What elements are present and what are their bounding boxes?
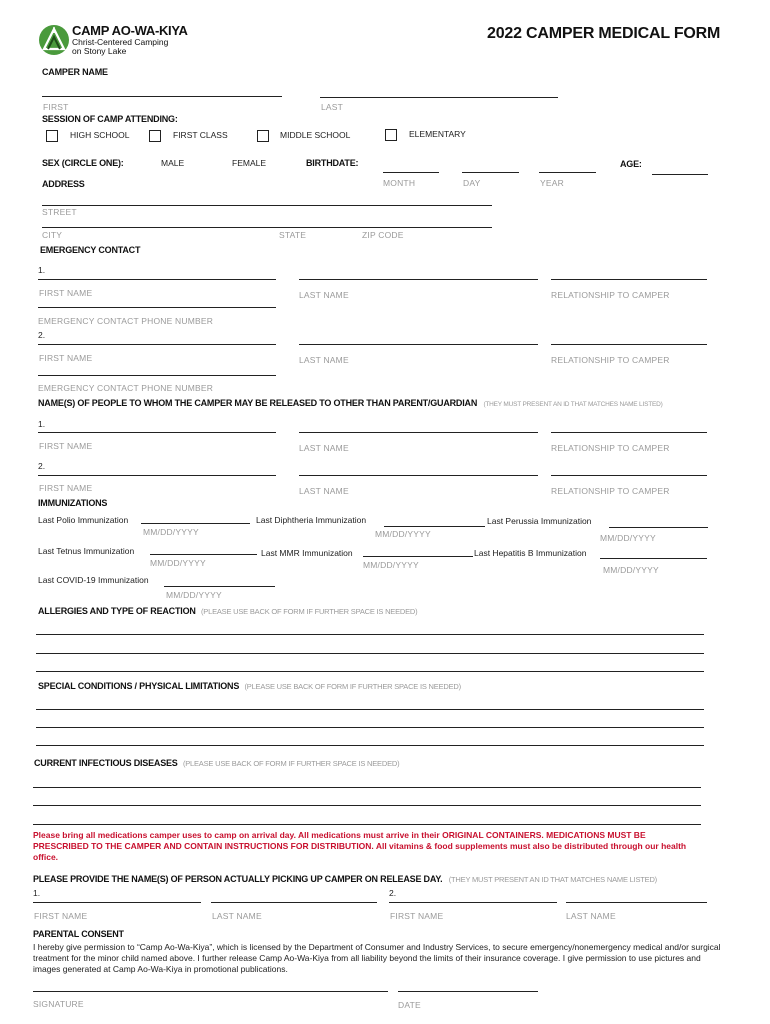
special-conditions-line-3[interactable] (36, 745, 704, 746)
perussia-date-placeholder: MM/DD/YYYY (600, 533, 656, 543)
hepatitis-date-field[interactable] (600, 558, 707, 559)
release-2-relationship-field[interactable] (551, 475, 707, 476)
infectious-line-3[interactable] (33, 824, 701, 825)
allergies-line-2[interactable] (36, 653, 704, 654)
pickup-2-last-label: LAST NAME (566, 911, 616, 921)
special-conditions-line-1[interactable] (36, 709, 704, 710)
emergency-1-phone-field[interactable] (38, 307, 276, 308)
release-2-first-label: FIRST NAME (39, 483, 93, 493)
emergency-1-phone-label: EMERGENCY CONTACT PHONE NUMBER (38, 316, 214, 326)
emergency-1-relationship-field[interactable] (551, 279, 707, 280)
pickup-2-first-field[interactable] (389, 902, 557, 903)
birth-month-label: MONTH (383, 178, 416, 188)
release-1-last-label: LAST NAME (299, 443, 349, 453)
release-1-first-field[interactable] (38, 432, 276, 433)
hepatitis-date-placeholder: MM/DD/YYYY (603, 565, 659, 575)
emergency-contact-heading: EMERGENCY CONTACT (40, 245, 141, 255)
city-label: CITY (42, 230, 63, 240)
diphtheria-date-field[interactable] (384, 526, 485, 527)
emergency-2-first-field[interactable] (38, 344, 276, 345)
infectious-diseases-heading (34, 758, 399, 768)
emergency-number-1: 1. (38, 265, 46, 275)
mmr-date-field[interactable] (363, 556, 473, 557)
allergies-line-3[interactable] (36, 671, 704, 672)
session-high-school-label: HIGH SCHOOL (70, 130, 130, 140)
birthdate-heading: BIRTHDATE: (306, 158, 359, 168)
emergency-2-phone-label: EMERGENCY CONTACT PHONE NUMBER (38, 383, 214, 393)
date-label: DATE (398, 1000, 421, 1010)
pickup-1-last-field[interactable] (211, 902, 377, 903)
infectious-diseases-note: (PLEASE USE BACK OF FORM IF FURTHER SPACE IS NEEDED) (182, 759, 400, 768)
birth-year-label: YEAR (540, 178, 564, 188)
covid-date-field[interactable] (164, 586, 275, 587)
release-2-relationship-label: RELATIONSHIP TO CAMPER (551, 486, 670, 496)
emergency-2-phone-field[interactable] (38, 375, 276, 376)
emergency-1-last-label: LAST NAME (299, 290, 349, 300)
tetnus-date-placeholder: MM/DD/YYYY (150, 558, 206, 568)
session-middle-school-label: MIDDLE SCHOOL (280, 130, 351, 140)
pickup-1-last-label: LAST NAME (212, 911, 262, 921)
address-heading: ADDRESS (42, 179, 85, 189)
allergies-heading (38, 606, 417, 616)
camper-last-label: LAST (321, 102, 344, 112)
age-field[interactable] (652, 174, 708, 175)
pickup-note: (THEY MUST PRESENT AN ID THAT MATCHES NAME LISTED) (448, 875, 657, 884)
medication-notice: Please bring all medications camper uses to camp on arrival day. All medications must arrive in their ORIGINAL CONTAINERS. MEDICATIONS MUST BE PRESCRIBED TO THE CAMPER AND CONTAIN INSTRUCTIONS FOR DISTRIBUTION. All vitamins & food supplements must also be distributed through our health office. (33, 830, 687, 862)
state-label: STATE (279, 230, 307, 240)
emergency-1-first-label: FIRST NAME (39, 288, 93, 298)
emergency-2-relationship-field[interactable] (551, 344, 707, 345)
age-heading: AGE: (620, 159, 642, 169)
release-2-last-label: LAST NAME (299, 486, 349, 496)
release-2-last-field[interactable] (299, 475, 538, 476)
emergency-1-last-field[interactable] (299, 279, 538, 280)
release-1-relationship-field[interactable] (551, 432, 707, 433)
mmr-label: Last MMR Immunization (261, 548, 353, 558)
allergies-line-1[interactable] (36, 634, 704, 635)
camp-logo-tagline-1: Christ-Centered Camping (72, 37, 169, 47)
infectious-line-2[interactable] (33, 805, 701, 806)
session-high-school-checkbox[interactable] (46, 130, 58, 142)
birth-year-field[interactable] (539, 172, 596, 173)
camp-logo-name: CAMP AO-WA-KIYA (72, 23, 188, 38)
camper-first-label: FIRST (43, 102, 69, 112)
release-note: (THEY MUST PRESENT AN ID THAT MATCHES NAME LISTED) (483, 401, 663, 408)
polio-date-field[interactable] (141, 523, 250, 524)
parental-consent-text: I hereby give permission to “Camp Ao-Wa-Kiya”, which is licensed by the Department of Consumer and Industry Services, to secure emergency/nonemergency medical and/or surgical treatment for the minor child named above. I further release Camp Ao-Wa-Kiya from all liability beyond the limits of their insurance coverage. I give permission to use pictures and images generated at Camp Ao-Wa-Kiya in promotional publications. (33, 942, 721, 974)
allergies-note: (PLEASE USE BACK OF FORM IF FURTHER SPACE IS NEEDED) (201, 607, 418, 616)
immunizations-heading: IMMUNIZATIONS (38, 498, 108, 508)
street-field[interactable] (42, 205, 492, 206)
polio-label: Last Polio Immunization (38, 515, 129, 525)
emergency-2-last-field[interactable] (299, 344, 538, 345)
emergency-1-relationship-label: RELATIONSHIP TO CAMPER (551, 290, 670, 300)
sex-female-option[interactable]: FEMALE (232, 158, 267, 168)
infectious-diseases-heading-text: CURRENT INFECTIOUS DISEASES (34, 758, 178, 768)
release-number-2: 2. (38, 461, 46, 471)
birth-month-field[interactable] (383, 172, 439, 173)
perussia-label: Last Perussia Immunization (487, 516, 592, 526)
pickup-2-last-field[interactable] (566, 902, 707, 903)
covid-date-placeholder: MM/DD/YYYY (166, 590, 222, 600)
parental-consent-heading: PARENTAL CONSENT (33, 929, 124, 939)
zip-label: ZIP CODE (362, 230, 404, 240)
camp-logo (38, 23, 238, 59)
session-middle-school-checkbox[interactable] (257, 130, 269, 142)
pickup-1-first-label: FIRST NAME (34, 911, 88, 921)
sex-heading: SEX (CIRCLE ONE): (42, 158, 124, 168)
diphtheria-label: Last Diphtheria Immunization (256, 515, 367, 525)
release-heading-text: NAME(S) OF PEOPLE TO WHOM THE CAMPER MAY BE RELEASED TO OTHER THAN PARENT/GUARDIAN (38, 398, 478, 408)
form-title: 2022 CAMPER MEDICAL FORM (487, 25, 721, 42)
release-number-1: 1. (38, 419, 46, 429)
date-field[interactable] (398, 991, 538, 992)
city-state-zip-field[interactable] (42, 227, 492, 228)
street-label: STREET (42, 207, 77, 217)
pickup-number-2: 2. (389, 888, 397, 898)
emergency-2-relationship-label: RELATIONSHIP TO CAMPER (551, 355, 670, 365)
pickup-1-first-field[interactable] (33, 902, 201, 903)
session-first-class-checkbox[interactable] (149, 130, 161, 142)
camper-name-heading: CAMPER NAME (42, 67, 108, 77)
release-1-first-label: FIRST NAME (39, 441, 93, 451)
release-2-first-field[interactable] (38, 475, 276, 476)
perussia-date-field[interactable] (609, 527, 708, 528)
emergency-2-first-label: FIRST NAME (39, 353, 93, 363)
special-conditions-heading-text: SPECIAL CONDITIONS / PHYSICAL LIMITATIONS (38, 681, 240, 691)
sex-male-option[interactable]: MALE (161, 158, 185, 168)
signature-label: SIGNATURE (33, 999, 84, 1009)
camp-logo-icon (38, 23, 70, 57)
pickup-number-1: 1. (33, 888, 41, 898)
diphtheria-date-placeholder: MM/DD/YYYY (375, 529, 431, 539)
covid-label: Last COVID-19 Immunization (38, 575, 149, 585)
emergency-1-first-field[interactable] (38, 279, 276, 280)
birth-day-label: DAY (463, 178, 481, 188)
special-conditions-heading (38, 681, 461, 691)
camper-last-name-field[interactable] (320, 97, 558, 98)
session-elementary-label: ELEMENTARY (409, 129, 466, 139)
camp-logo-tagline-2: on Stony Lake (72, 46, 127, 56)
special-conditions-note: (PLEASE USE BACK OF FORM IF FURTHER SPACE IS NEEDED) (244, 682, 461, 691)
signature-field[interactable] (33, 991, 388, 992)
pickup-2-first-label: FIRST NAME (390, 911, 444, 921)
hepatitis-label: Last Hepatitis B Immunization (474, 548, 587, 558)
special-conditions-line-2[interactable] (36, 727, 704, 728)
emergency-2-last-label: LAST NAME (299, 355, 349, 365)
infectious-line-1[interactable] (33, 787, 701, 788)
pickup-heading-text: PLEASE PROVIDE THE NAME(S) OF PERSON ACTUALLY PICKING UP CAMPER ON RELEASE DAY. (33, 874, 443, 884)
session-elementary-checkbox[interactable] (385, 129, 397, 141)
session-first-class-label: FIRST CLASS (173, 130, 228, 140)
release-1-last-field[interactable] (299, 432, 538, 433)
camper-first-name-field[interactable] (42, 96, 282, 97)
tetnus-label: Last Tetnus Immunization (38, 546, 135, 556)
polio-date-placeholder: MM/DD/YYYY (143, 527, 199, 537)
mmr-date-placeholder: MM/DD/YYYY (363, 560, 419, 570)
session-heading: SESSION OF CAMP ATTENDING: (42, 114, 178, 124)
release-heading (38, 398, 663, 408)
birth-day-field[interactable] (462, 172, 519, 173)
allergies-heading-text: ALLERGIES AND TYPE OF REACTION (38, 606, 196, 616)
pickup-heading (33, 874, 657, 884)
release-1-relationship-label: RELATIONSHIP TO CAMPER (551, 443, 670, 453)
tetnus-date-field[interactable] (150, 554, 257, 555)
emergency-number-2: 2. (38, 330, 46, 340)
